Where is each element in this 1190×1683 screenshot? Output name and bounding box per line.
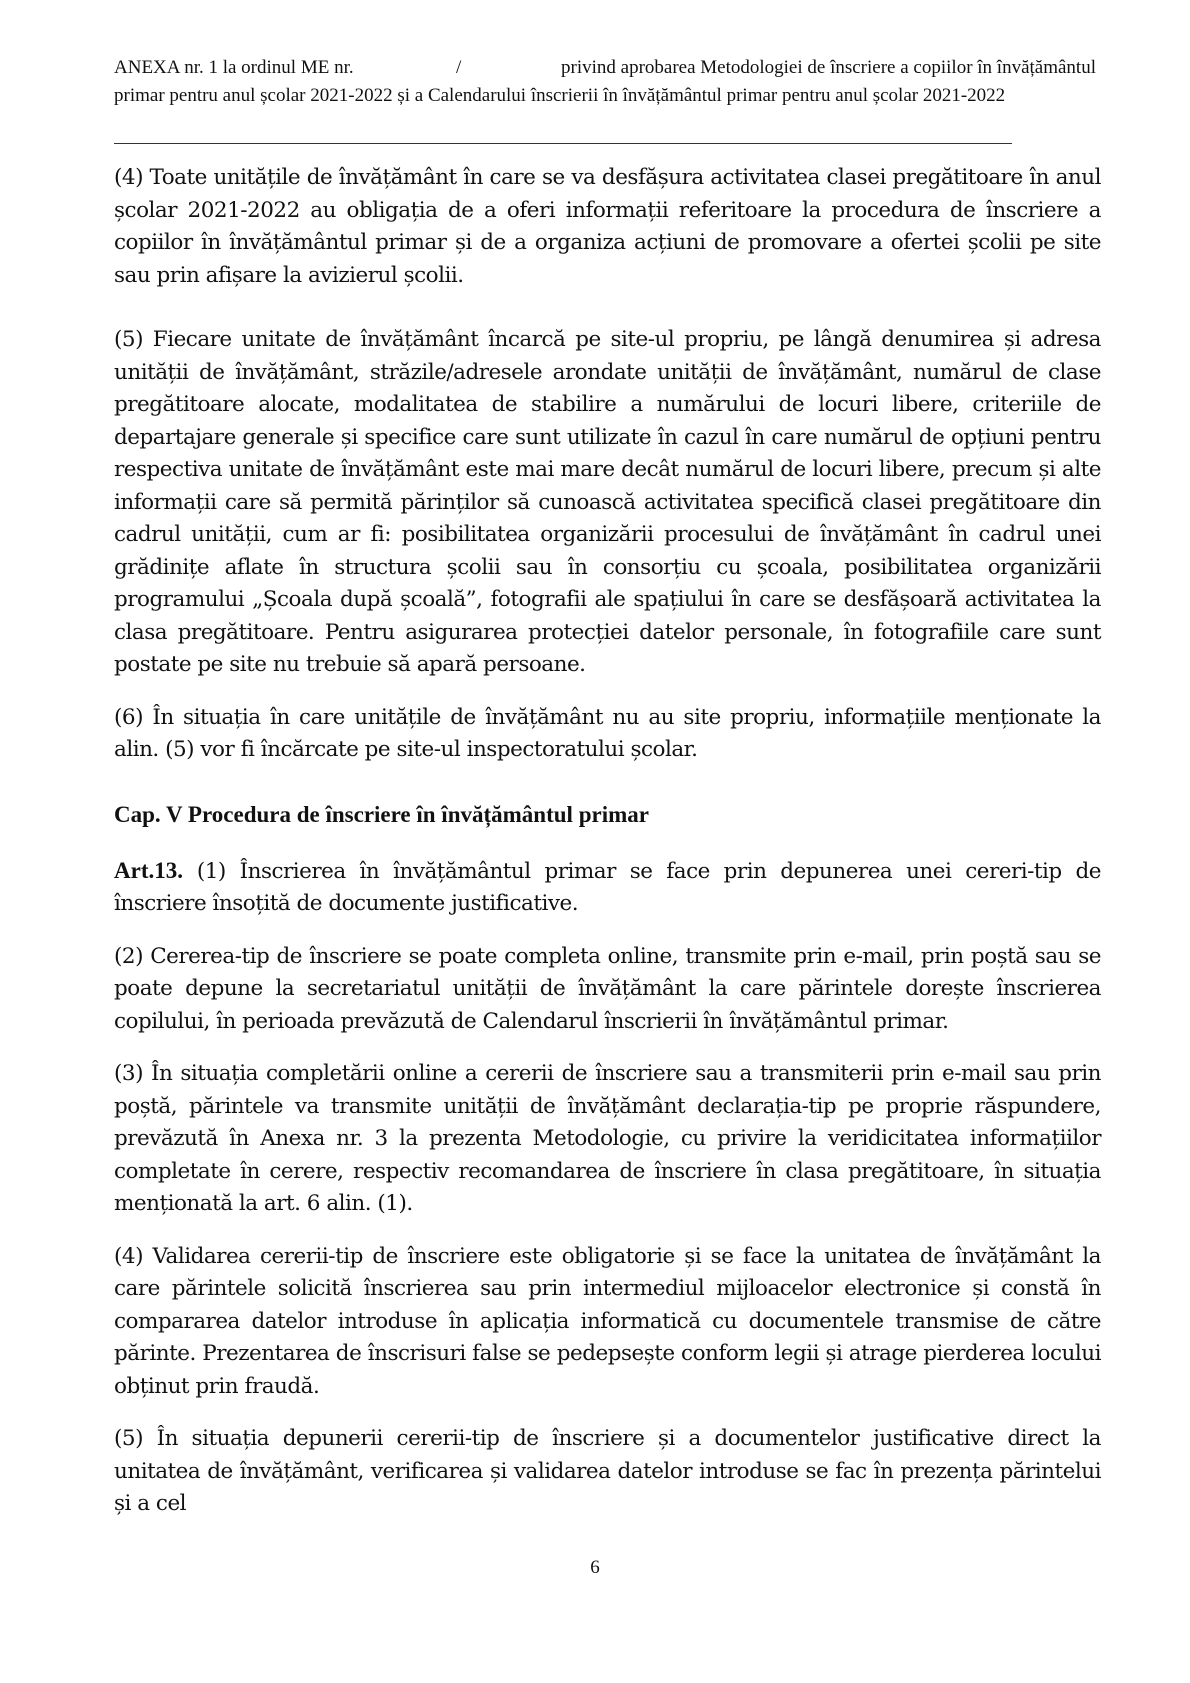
document-body: [114, 162, 1101, 1541]
header-line-2: primar pentru anul școlar 2021-2022 și a Calendarului înscrierii în învățământul primar pentru anul școlar 2021-2022: [114, 85, 1006, 106]
article-label: Art.13.: [114, 857, 183, 883]
article-13-paragraph-3: (3) În situația completării online a cererii de înscriere sau a transmiterii prin e-mail sau prin poștă, părintele va transmite unității de învățământ declarația-tip pe proprie răspundere, prevăzută în Anexa nr. 3 la prezenta Metodologie, cu privire la veridicitatea informațiilor completate în cerere, respectiv recomandarea de înscriere în clasa pregătitoare, în situația menționată la art. 6 alin. (1).: [114, 1061, 1101, 1216]
paragraph-4: (4) Toate unitățile de învățământ în care se va desfășura activitatea clasei pregătitoare în anul școlar 2021-2022 au obligația de a oferi informații referitoare la procedura de înscriere a copiilor în învățământul primar și de a organiza acțiuni de promovare a ofertei școlii pe site sau prin afișare la avizierul școlii.: [114, 165, 1101, 288]
page-header: [114, 54, 1104, 110]
page-number: 6: [590, 1557, 600, 1578]
article-13-paragraph-4: (4) Validarea cererii-tip de înscriere este obligatorie și se face la unitatea de învățământ la care părintele solicită înscrierea sau prin intermediul mijloacelor electronice și constă în compararea datelor introduse în aplicația informatică cu documentele transmise de către părinte. Prezentarea de înscrisuri false se pedepsește conform legii și atrage pierderea locului obținut prin fraudă.: [114, 1243, 1101, 1399]
header-divider: [114, 143, 1012, 144]
chapter-title: Cap. V Procedura de înscriere în învățământul primar: [114, 801, 649, 827]
header-subject: privind aprobarea Metodologiei de înscriere a copiilor în învățământul: [561, 57, 1096, 78]
header-order-reference: ANEXA nr. 1 la ordinul ME nr.: [114, 57, 354, 78]
article-13-paragraph-5: (5) În situația depunerii cererii-tip de înscriere și a documentelor justificative direct la unitatea de învățământ, verificarea și validarea datelor introduse se fac în prezența părintelui și a cel: [114, 1426, 1101, 1516]
article-13-text-1: (1) Înscrierea în învățământul primar se face prin depunerea unei cereri-tip de înscriere însoțită de documente justificative.: [114, 858, 1101, 916]
paragraph-6: (6) În situația în care unitățile de învățământ nu au site propriu, informațiile menționate la alin. (5) vor fi încărcate pe site-ul inspectoratului școlar.: [114, 704, 1101, 762]
header-line-1: [114, 54, 1104, 82]
article-13-paragraph-1: [114, 855, 1101, 921]
paragraph-5: (5) Fiecare unitate de învățământ încarcă pe site-ul propriu, pe lângă denumirea și adresa unității de învățământ, străzile/adresele arondate unității de învățământ, numărul de clase pregătitoare alocate, modalitatea de stabilire a numărului de locuri libere, criteriile de departajare generale și specifice care sunt utilizate în cazul în care numărul de opțiuni pentru respectiva unitate de învățământ este mai mare decât numărul de locuri libere, precum și alte informații care să permită părinților să cunoască activitatea specifică clasei pregătitoare din cadrul unității, cum ar fi: posibilitatea organizării procesului de învățământ în cadrul unei grădinițe aflate în structura școlii sau în consorțiu cu școala, posibilitatea organizării programului „Școala după școală”, fotografii ale spațiului în care se desfășoară activitatea la clasa pregătitoare. Pentru asigurarea protecției datelor personale, în fotografiile care sunt postate pe site nu trebuie să apară persoane.: [114, 327, 1101, 677]
header-slash: /: [456, 57, 462, 78]
article-13-paragraph-2: (2) Cererea-tip de înscriere se poate completa online, transmite prin e-mail, prin poștă sau se poate depune la secretariatul unității de învățământ la care părintele dorește înscrierea copilului, în perioada prevăzută de Calendarul înscrierii în învățământul primar.: [114, 943, 1101, 1034]
